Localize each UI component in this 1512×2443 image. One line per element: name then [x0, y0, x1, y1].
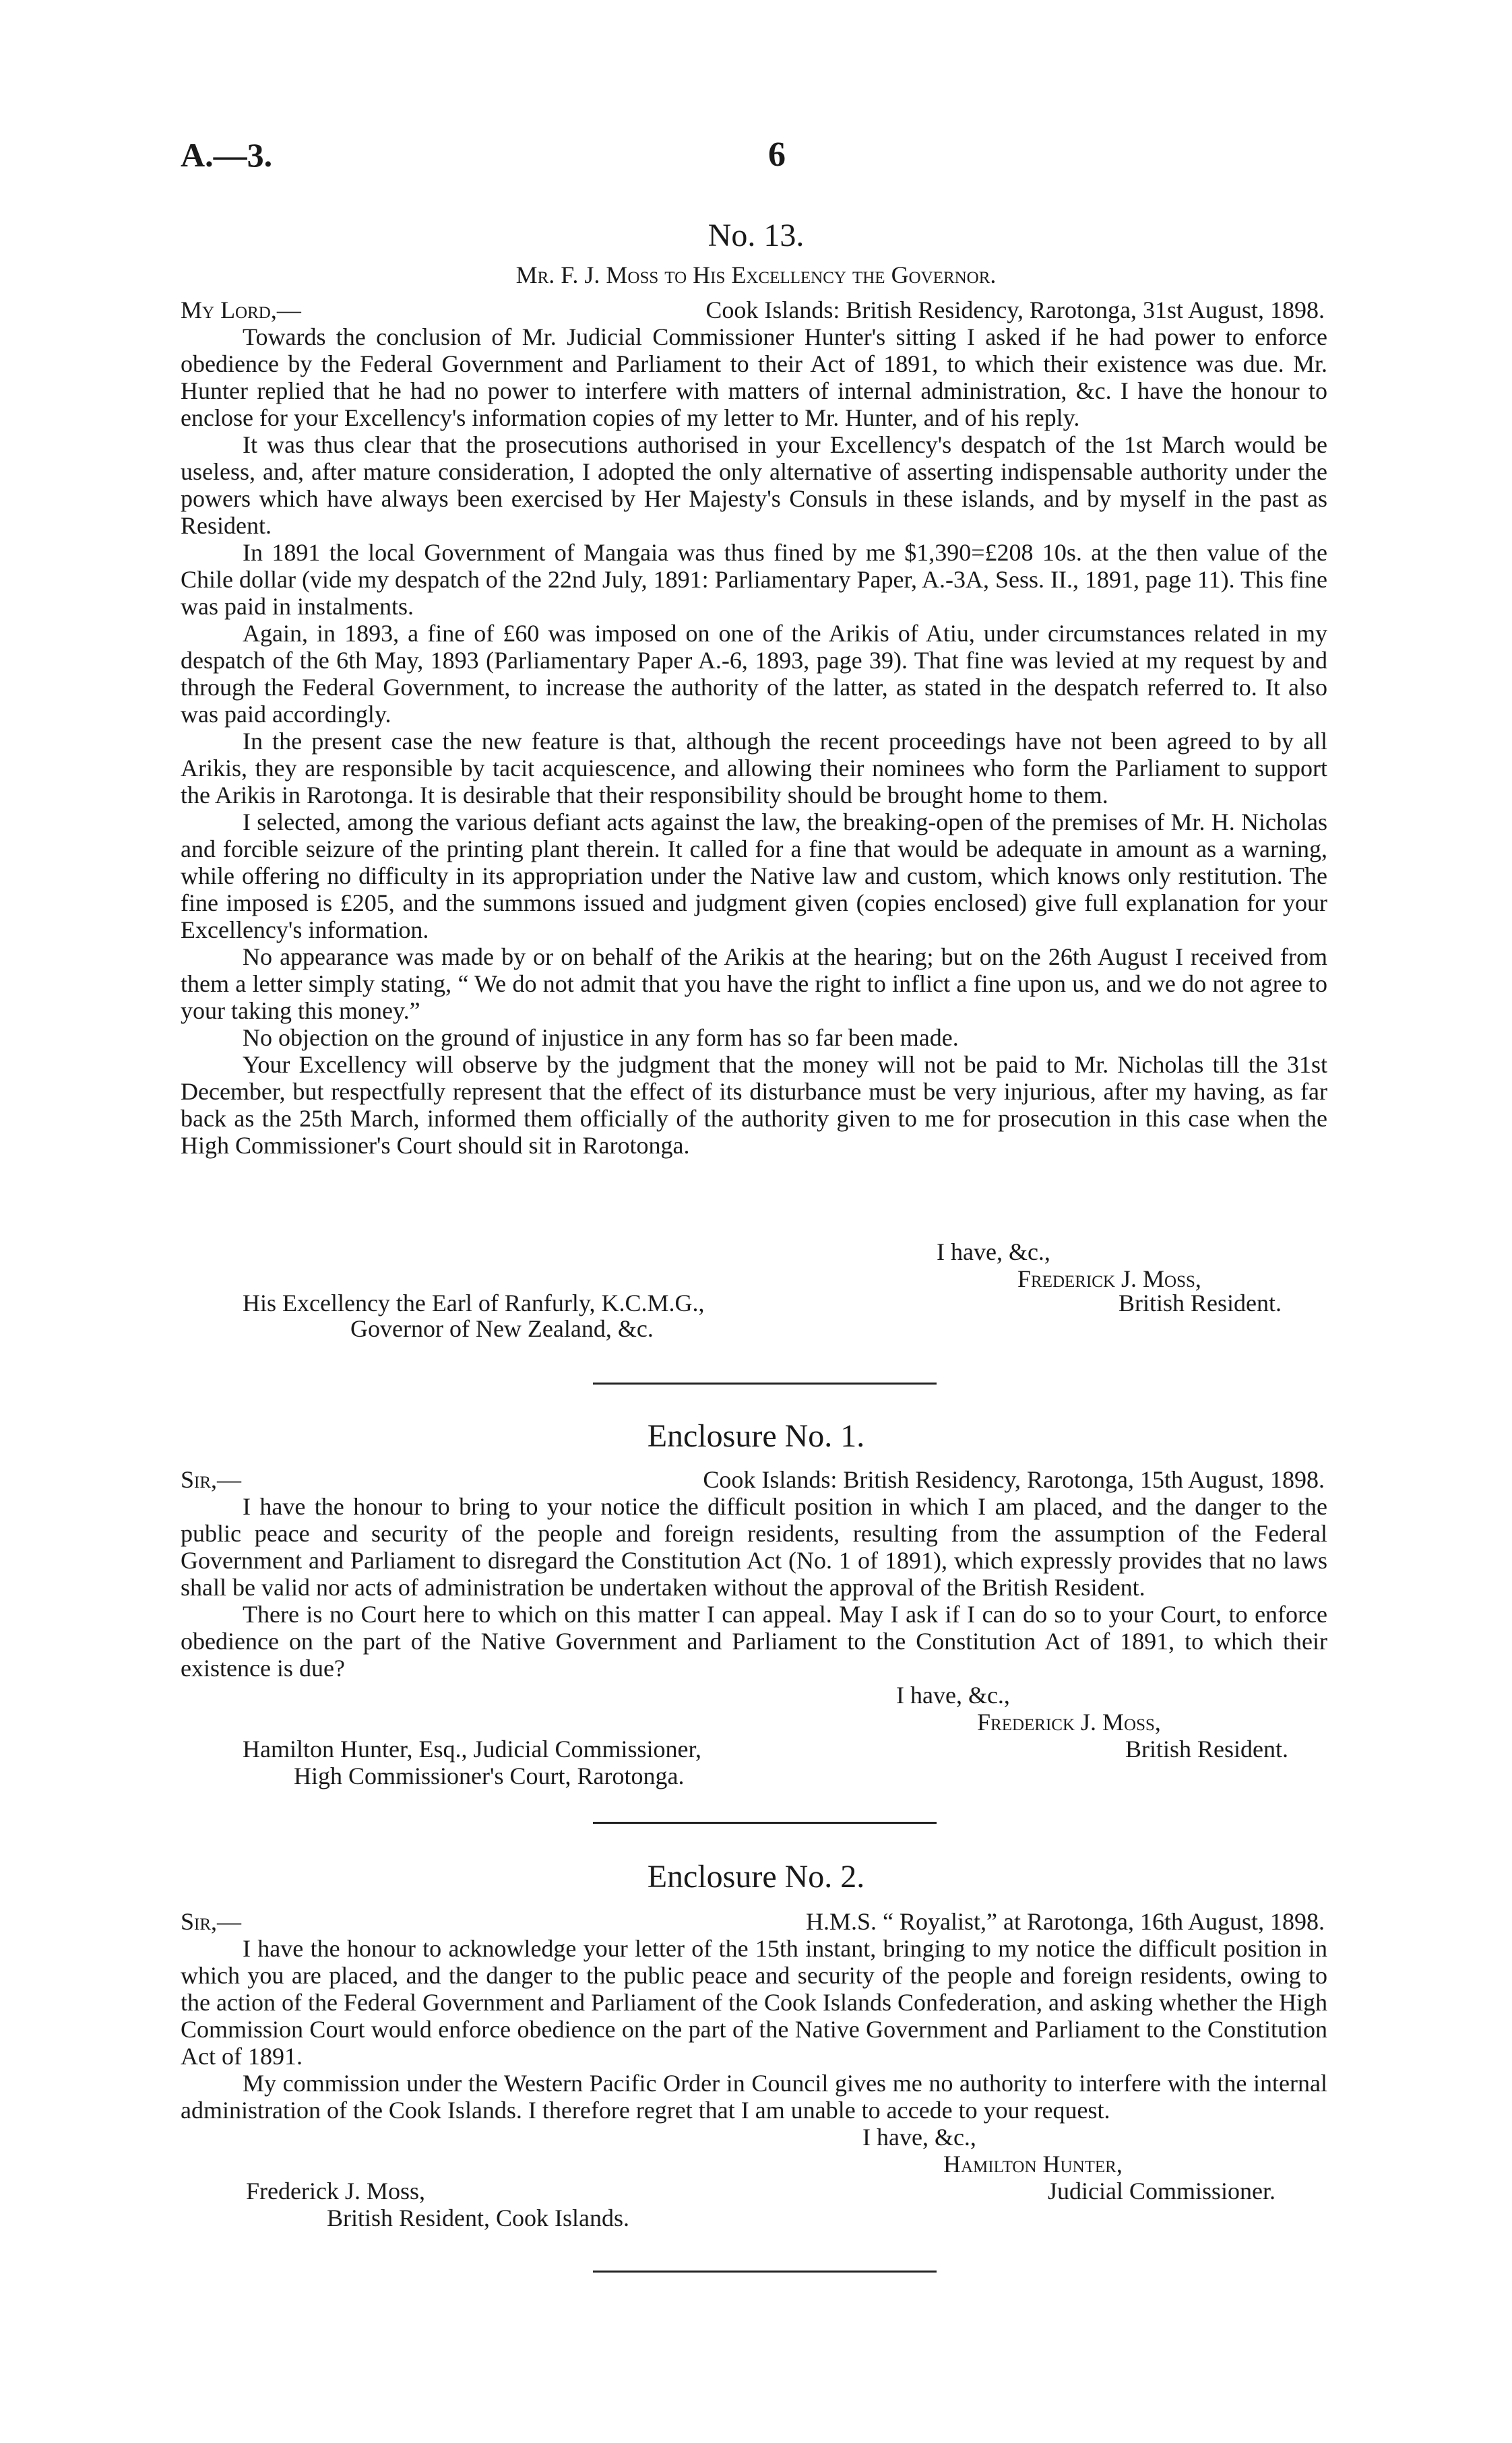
- letter-dateline: Cook Islands: British Residency, Rarotonga, 31st August, 1898.: [705, 296, 1325, 323]
- letter-closing: I have, &c.,: [937, 1238, 1050, 1265]
- enclosure2-addressee-line2: British Resident, Cook Islands.: [327, 2204, 629, 2231]
- enclosure1-salutation: Sir,—: [181, 1466, 242, 1493]
- section-divider: [593, 2271, 937, 2273]
- page-number: 6: [768, 135, 786, 174]
- enclosure1-heading: Enclosure No. 1.: [647, 1418, 865, 1454]
- paragraph: Again, in 1893, a fine of £60 was imposed on one of the Arikis of Atiu, under circumstances related in my despatch of the 6th May, 1893 (Parliamentary Paper A.-6, 1893, page 39). That fine was levied at my request by and through the Federal Government, to increase the authority of the latter, as stated in the despatch referred to. It also was paid accordingly.: [181, 620, 1327, 728]
- enclosure1-dateline: Cook Islands: British Residency, Rarotonga, 15th August, 1898.: [703, 1466, 1325, 1493]
- letter-signature-title: British Resident.: [1119, 1290, 1282, 1316]
- paragraph: Towards the conclusion of Mr. Judicial Commissioner Hunter's sitting I asked if he had power to enforce obedience by the Federal Government and Parliament to their Act of 1891, to which their existence was due. Mr. Hunter replied that he had no power to interfere with matters of internal administration, &c. I have the honour to enclose for your Excellency's information copies of my letter to Mr. Hunter, and of his reply.: [181, 323, 1327, 431]
- paragraph: My commission under the Western Pacific Order in Council gives me no authority to interfere with the internal administration of the Cook Islands. I therefore regret that I am unable to accede to your request.: [181, 2070, 1327, 2124]
- enclosure2-closing: I have, &c.,: [862, 2124, 976, 2151]
- paragraph: I have the honour to bring to your notice the difficult position in which I am placed, and the danger to the public peace and security of the people and foreign residents, resulting from the assumption of the Federal Government and Parliament to disregard the Constitution Act (No. 1 of 1891), which expressly provides that no laws shall be valid nor acts of administration be undertaken without the approval of the British Resident.: [181, 1493, 1327, 1601]
- letter-from-to: Mr. F. J. Moss to His Excellency the Governor.: [515, 261, 997, 288]
- paragraph: In 1891 the local Government of Mangaia was thus fined by me $1,390=£208 10s. at the then value of the Chile dollar (vide my despatch of the 22nd July, 1891: Parliamentary Paper, A.-3A, Sess. II., 1891, page 11). This fine was paid in instalments.: [181, 539, 1327, 620]
- paragraph: It was thus clear that the prosecutions authorised in your Excellency's despatch of the 1st March would be useless, and, after mature consideration, I adopted the only alternative of asserting indispensable authority under the powers which have always been exercised by Her Majesty's Consuls in these islands, and by myself in the past as Resident.: [181, 431, 1327, 539]
- enclosure2-signature: Hamilton Hunter,: [943, 2151, 1123, 2178]
- letter-body: [181, 323, 1327, 1159]
- paragraph: No objection on the ground of injustice in any form has so far been made.: [243, 1024, 959, 1051]
- letter-salutation: My Lord,—: [181, 296, 301, 323]
- enclosure2-salutation: Sir,—: [181, 1908, 242, 1935]
- paragraph: There is no Court here to which on this matter I can appeal. May I ask if I can do so to your Court, to enforce obedience on the part of the Native Government and Parliament to the Constitution Act of 1891, to which their existence is due?: [181, 1601, 1327, 1682]
- letter-addressee-line1: His Excellency the Earl of Ranfurly, K.C.M.G.,: [243, 1290, 705, 1316]
- enclosure1-signature-title: British Resident.: [1125, 1736, 1288, 1763]
- enclosure2-signature-title: Judicial Commissioner.: [1048, 2178, 1275, 2204]
- paragraph: I selected, among the various defiant acts against the law, the breaking-open of the premises of Mr. H. Nicholas and forcible seizure of the printing plant therein. It called for a fine that would be adequate in amount as a warning, while offering no difficulty in its appropriation under the Native law and custom, which knows only restitution. The fine imposed is £205, and the summons issued and judgment given (copies enclosed) give full explanation for your Excellency's information.: [181, 808, 1327, 943]
- paragraph: Your Excellency will observe by the judgment that the money will not be paid to Mr. Nicholas till the 31st December, but respectfully represent that the effect of its disturbance must be very injurious, after my having, as far back as the 25th March, informed them officially of the authority given to me for prosecution in this case when the High Commissioner's Court should sit in Rarotonga.: [181, 1051, 1327, 1159]
- section-divider: [593, 1822, 937, 1824]
- enclosure2-addressee-line1: Frederick J. Moss,: [246, 2178, 425, 2204]
- paragraph: In the present case the new feature is that, although the recent proceedings have not been agreed to by all Arikis, they are responsible by tacit acquiescence, and allowing their nominees who form the Parliament to support the Arikis in Rarotonga. It is desirable that their responsibility should be brought home to them.: [181, 728, 1327, 808]
- paragraph: I have the honour to acknowledge your letter of the 15th instant, bringing to my notice the difficult position in which you are placed, and the danger to the public peace and security of the people and foreign residents, owing to the action of the Federal Government and Parliament of the Cook Islands Confederation, and asking whether the High Commission Court would enforce obedience on the part of the Native Government and Parliament to the Constitution Act of 1891.: [181, 1935, 1327, 2070]
- enclosure2-body: [181, 1935, 1327, 2124]
- enclosure2-dateline: H.M.S. “ Royalist,” at Rarotonga, 16th August, 1898.: [806, 1908, 1325, 1935]
- enclosure1-body: [181, 1493, 1327, 1682]
- letter-signature: Frederick J. Moss,: [1017, 1265, 1201, 1292]
- enclosure1-addressee-line1: Hamilton Hunter, Esq., Judicial Commissioner,: [243, 1736, 702, 1763]
- letter-addressee-line2: Governor of New Zealand, &c.: [350, 1315, 654, 1342]
- letter-heading: No. 13.: [707, 218, 805, 253]
- enclosure2-heading: Enclosure No. 2.: [647, 1859, 865, 1895]
- section-divider: [593, 1383, 937, 1385]
- enclosure1-signature: Frederick J. Moss,: [977, 1709, 1161, 1736]
- enclosure1-closing: I have, &c.,: [896, 1682, 1010, 1709]
- paragraph: No appearance was made by or on behalf of the Arikis at the hearing; but on the 26th August I received from them a letter simply stating, “ We do not admit that you have the right to inflict a fine upon us, and we do not agree to your taking this money.”: [181, 943, 1327, 1024]
- document-code: A.—3.: [181, 136, 273, 174]
- enclosure1-addressee-line2: High Commissioner's Court, Rarotonga.: [294, 1763, 685, 1789]
